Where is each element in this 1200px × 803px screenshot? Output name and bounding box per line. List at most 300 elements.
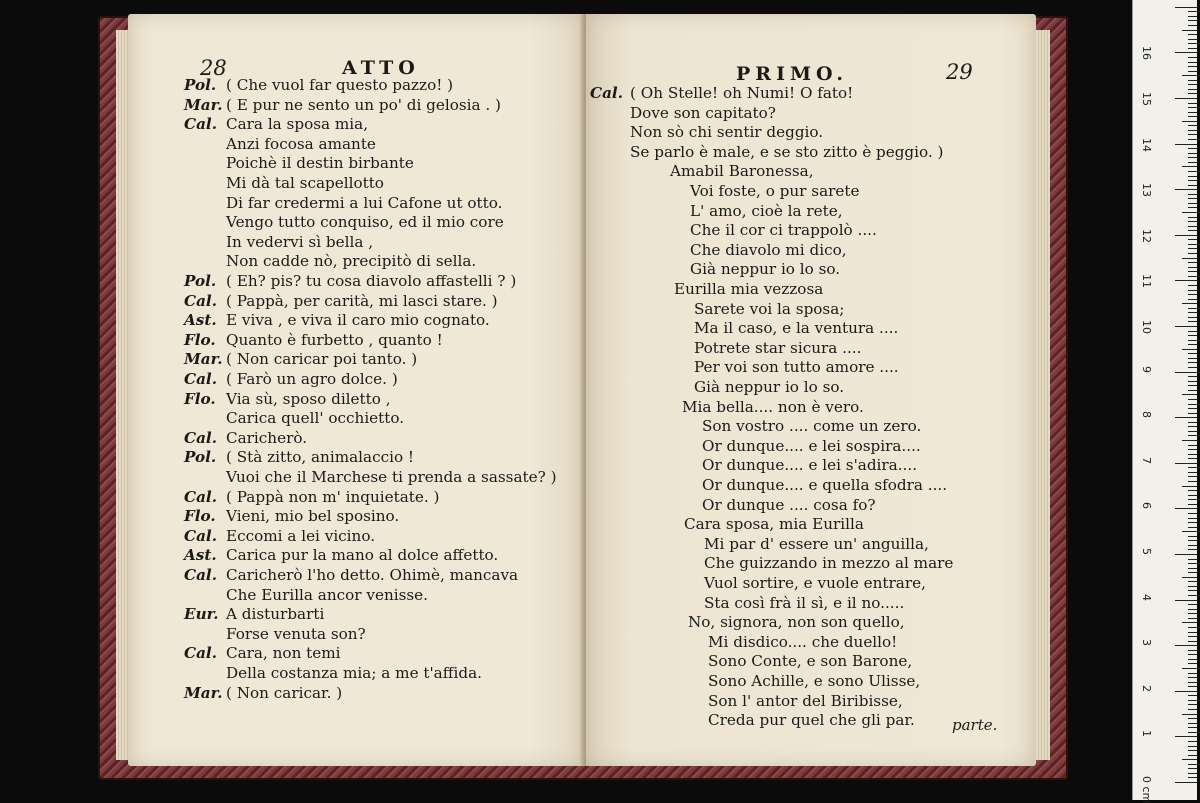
ruler-tick	[1188, 248, 1197, 249]
speaker-label: Cal.	[184, 115, 217, 134]
line-text: Forse venuta son?	[226, 624, 366, 643]
speaker-label: Cal.	[184, 428, 217, 447]
ruler-tick	[1188, 139, 1197, 140]
line-text: Cara la sposa mia,	[226, 115, 369, 134]
ruler-tick	[1175, 326, 1197, 327]
ruler-tick	[1188, 262, 1197, 263]
line-text: Voi foste, o pur sarete	[690, 182, 860, 200]
line-text: Anzi focosa amante	[226, 134, 376, 153]
ruler-tick	[1188, 704, 1197, 705]
ruler-tick	[1188, 362, 1197, 363]
ruler-tick	[1188, 613, 1197, 614]
speaker-label: Cal.	[184, 644, 217, 663]
ruler-tick	[1188, 773, 1197, 774]
line-text: Amabil Baronessa,	[670, 162, 814, 181]
ruler-tick	[1182, 394, 1197, 395]
line-text: L' amo, cioè la rete,	[690, 201, 843, 220]
text-line	[690, 241, 847, 261]
text-line	[184, 76, 453, 96]
ruler-tick	[1188, 549, 1197, 550]
page-number: 28	[200, 56, 227, 80]
line-text: Per voi son tutto amore ....	[694, 358, 899, 377]
ruler-tick	[1188, 253, 1197, 254]
ruler-tick	[1188, 764, 1197, 765]
ruler-tick	[1188, 134, 1197, 135]
line-text: ( Non caricar poi tanto. )	[226, 350, 418, 369]
text-line	[702, 456, 917, 476]
text-line	[184, 507, 399, 527]
ruler-tick	[1188, 627, 1197, 628]
line-text: ( Oh Stelle! oh Numi! O fato!	[630, 84, 854, 102]
text-line	[704, 574, 926, 594]
ruler-tick	[1182, 531, 1197, 532]
line-text: Carica pur la mano al dolce affetto.	[226, 546, 499, 565]
page-edges-right	[1036, 30, 1050, 760]
text-line	[694, 300, 844, 320]
ruler-tick	[1188, 11, 1197, 12]
text-line	[184, 272, 516, 292]
ruler-tick	[1188, 207, 1197, 208]
ruler-tick	[1188, 162, 1197, 163]
page-number: 29	[946, 60, 973, 84]
speaker-label: Flo.	[184, 507, 216, 526]
ruler-tick	[1188, 317, 1197, 318]
ruler-tick	[1188, 458, 1197, 459]
ruler-tick	[1188, 709, 1197, 710]
ruler-tick	[1182, 622, 1197, 623]
ruler-number: 0 cm	[1140, 776, 1153, 803]
ruler-tick	[1188, 636, 1197, 637]
speaker-label: Mar.	[184, 95, 223, 114]
ruler-tick	[1188, 93, 1197, 94]
ruler-tick	[1188, 445, 1197, 446]
ruler-tick	[1188, 641, 1197, 642]
text-line	[690, 221, 877, 241]
ruler-tick	[1188, 513, 1197, 514]
ruler-tick	[1188, 230, 1197, 231]
text-line	[630, 104, 776, 124]
ruler-tick	[1188, 435, 1197, 436]
line-text: Vieni, mio bel sposino.	[226, 507, 400, 526]
ruler-tick	[1175, 189, 1197, 190]
ruler-tick	[1188, 563, 1197, 564]
line-text: Già neppur io lo so.	[690, 260, 841, 279]
ruler-tick	[1188, 381, 1197, 382]
ruler-tick	[1188, 536, 1197, 537]
ruler-tick	[1188, 504, 1197, 505]
ruler-tick	[1188, 572, 1197, 573]
text-line	[226, 252, 476, 272]
ruler-tick	[1188, 344, 1197, 345]
text-line	[708, 672, 920, 692]
ruler-tick	[1188, 276, 1197, 277]
ruler-tick	[1188, 16, 1197, 17]
text-line	[226, 213, 504, 233]
ruler-tick	[1182, 714, 1197, 715]
ruler-tick	[1188, 604, 1197, 605]
ruler-tick	[1188, 663, 1197, 664]
ruler-tick	[1188, 57, 1197, 58]
ruler-tick	[1188, 723, 1197, 724]
text-line	[184, 429, 307, 449]
ruler-tick	[1188, 408, 1197, 409]
ruler-tick	[1188, 39, 1197, 40]
ruler-tick	[1188, 495, 1197, 496]
ruler-tick	[1182, 166, 1197, 167]
ruler-tick	[1188, 340, 1197, 341]
line-text: Eurilla mia vezzosa	[674, 280, 824, 298]
line-text: ( Che vuol far questo pazzo! )	[226, 76, 454, 94]
ruler-tick	[1188, 203, 1197, 204]
ruler-tick	[1182, 486, 1197, 487]
ruler-tick	[1188, 331, 1197, 332]
ruler-tick	[1175, 52, 1197, 53]
text-line	[694, 358, 899, 378]
speaker-label: Flo.	[184, 330, 216, 349]
ruler-tick	[1188, 718, 1197, 719]
ruler-tick	[1188, 518, 1197, 519]
ruler-tick	[1188, 481, 1197, 482]
text-line	[674, 280, 823, 300]
line-text: ( Pappà, per carità, mi lasci stare. )	[226, 291, 498, 310]
ruler-tick	[1182, 212, 1197, 213]
ruler-tick	[1188, 654, 1197, 655]
ruler-tick	[1188, 84, 1197, 85]
text-line	[184, 605, 324, 625]
ruler-tick	[1188, 527, 1197, 528]
line-text: Mi dà tal scapellotto	[226, 174, 384, 192]
text-line	[690, 202, 843, 222]
ruler-tick	[1188, 194, 1197, 195]
speaker-label: Eur.	[184, 605, 219, 624]
ruler-tick	[1188, 650, 1197, 651]
line-text: ( Pappà non m' inquietate. )	[226, 487, 440, 506]
text-line	[226, 625, 366, 645]
text-line	[708, 711, 915, 731]
speaker-label: Flo.	[184, 389, 216, 408]
ruler-tick	[1188, 285, 1197, 286]
text-line	[630, 123, 823, 143]
speaker-label: Cal.	[184, 487, 217, 506]
line-text: Che il cor ci trappolò ....	[690, 221, 877, 240]
text-line	[184, 566, 518, 586]
ruler-tick	[1188, 399, 1197, 400]
line-text: ( Stà zitto, animalaccio !	[226, 448, 415, 467]
line-text: Son vostro .... come un zero.	[702, 417, 922, 436]
ruler-tick	[1188, 422, 1197, 423]
text-line	[702, 437, 921, 457]
line-text: Della costanza mia; a me t'affida.	[226, 664, 482, 682]
ruler-tick	[1188, 80, 1197, 81]
ruler-tick	[1188, 746, 1197, 747]
ruler-tick	[1188, 777, 1197, 778]
ruler-number: 8	[1140, 411, 1153, 419]
ruler-tick	[1188, 271, 1197, 272]
ruler-tick	[1188, 294, 1197, 295]
ruler-tick	[1188, 431, 1197, 432]
line-text: Sarete voi la sposa;	[694, 299, 845, 318]
ruler-tick	[1188, 25, 1197, 26]
ruler-tick	[1175, 645, 1197, 646]
ruler-tick	[1188, 290, 1197, 291]
ruler-tick	[1188, 312, 1197, 313]
line-text: Già neppur io lo so.	[694, 378, 845, 396]
text-line	[690, 260, 840, 280]
running-head: PRIMO.	[736, 63, 849, 85]
ruler-tick	[1188, 499, 1197, 500]
line-text: ( Farò un agro dolce. )	[226, 370, 398, 388]
ruler-tick	[1188, 125, 1197, 126]
ruler-tick	[1182, 349, 1197, 350]
text-line	[690, 182, 859, 202]
ruler-tick	[1175, 280, 1197, 281]
ruler-tick	[1188, 700, 1197, 701]
ruler-tick	[1188, 308, 1197, 309]
text-line	[708, 633, 897, 653]
speaker-label: Cal.	[184, 526, 217, 545]
ruler-tick	[1182, 75, 1197, 76]
ruler-tick	[1188, 153, 1197, 154]
text-line	[184, 331, 443, 351]
ruler-tick	[1175, 98, 1197, 99]
text-line	[184, 390, 391, 410]
ruler-tick	[1188, 116, 1197, 117]
line-text: Vuoi che il Marchese ti prenda a sassate? )	[226, 468, 557, 486]
ruler-tick	[1175, 736, 1197, 737]
line-text: Se parlo è male, e se sto zitto è peggio. )	[630, 142, 944, 161]
ruler-number: 9	[1140, 365, 1153, 373]
ruler-tick	[1188, 682, 1197, 683]
text-line	[184, 311, 490, 331]
line-text: Eccomi a lei vicino.	[226, 526, 376, 545]
ruler-tick	[1175, 508, 1197, 509]
line-text: Vengo tutto conquiso, ed il mio core	[226, 213, 504, 232]
line-text: Mi par d' essere un' anguilla,	[704, 534, 929, 553]
ruler-tick	[1188, 404, 1197, 405]
ruler-tick	[1188, 43, 1197, 44]
text-line	[704, 535, 929, 555]
text-line	[702, 476, 947, 496]
text-line	[226, 233, 373, 253]
ruler-tick	[1188, 66, 1197, 67]
line-text: Cara sposa, mia Eurilla	[684, 515, 864, 534]
text-line	[226, 135, 376, 155]
text-line	[184, 96, 501, 116]
ruler-tick	[1188, 540, 1197, 541]
ruler-tick	[1188, 321, 1197, 322]
text-line	[184, 115, 368, 135]
ruler-tick	[1188, 376, 1197, 377]
ruler-tick	[1188, 299, 1197, 300]
ruler-number: 10	[1140, 320, 1153, 334]
text-line	[702, 417, 921, 437]
text-line	[226, 586, 428, 606]
ruler-tick	[1188, 590, 1197, 591]
ruler-tick	[1188, 157, 1197, 158]
ruler-tick	[1175, 7, 1197, 8]
ruler-number: 3	[1140, 639, 1153, 647]
line-text: Potrete star sicura ....	[694, 338, 862, 357]
ruler-tick	[1188, 755, 1197, 756]
line-text: Che guizzando in mezzo al mare	[704, 554, 954, 573]
line-text: Sono Achille, e sono Ulisse,	[708, 672, 921, 690]
right-page	[586, 14, 1036, 766]
ruler-number: 11	[1140, 274, 1153, 289]
line-text: ( Eh? pis? tu cosa diavolo affastelli ? )	[226, 272, 517, 290]
speaker-label: Ast.	[184, 546, 217, 565]
text-line	[226, 194, 502, 214]
text-line	[682, 398, 864, 418]
ruler-tick	[1188, 618, 1197, 619]
ruler-number: 4	[1140, 593, 1153, 601]
ruler-number: 14	[1140, 137, 1153, 152]
ruler-tick	[1188, 71, 1197, 72]
ruler-tick	[1188, 353, 1197, 354]
ruler-number: 5	[1140, 548, 1153, 555]
ruler-tick	[1188, 449, 1197, 450]
ruler-tick	[1188, 467, 1197, 468]
ruler-tick	[1188, 239, 1197, 240]
ruler-tick	[1188, 171, 1197, 172]
ruler-tick	[1188, 185, 1197, 186]
text-line	[670, 162, 814, 182]
line-text: ( E pur ne sento un po' di gelosia . )	[226, 95, 501, 114]
text-line	[226, 154, 414, 174]
line-text: Ma il caso, e la ventura ....	[694, 319, 899, 338]
speaker-label: Mar.	[184, 350, 223, 369]
ruler-tick	[1188, 413, 1197, 414]
ruler-tick	[1188, 632, 1197, 633]
ruler-tick	[1182, 668, 1197, 669]
line-text: Non sò chi sentir deggio.	[630, 123, 824, 142]
speaker-label: Cal.	[184, 291, 217, 310]
ruler-tick	[1182, 30, 1197, 31]
ruler-tick	[1175, 463, 1197, 464]
line-text: Quanto è furbetto , quanto !	[226, 330, 443, 349]
text-line	[708, 652, 912, 672]
text-line	[704, 554, 953, 574]
line-text: Sta così frà il sì, e il no.....	[704, 593, 905, 612]
ruler-tick	[1188, 390, 1197, 391]
ruler-number: 16	[1140, 46, 1153, 61]
ruler-tick	[1188, 673, 1197, 674]
text-line	[184, 527, 375, 547]
ruler-tick	[1188, 490, 1197, 491]
ruler-tick	[1188, 217, 1197, 218]
ruler-tick	[1188, 48, 1197, 49]
ruler-tick	[1188, 20, 1197, 21]
ruler-tick	[1188, 609, 1197, 610]
ruler-number: 2	[1140, 684, 1153, 692]
text-line	[226, 468, 557, 488]
line-text: Mia bella.... non è vero.	[682, 397, 864, 416]
line-text: Poichè il destin birbante	[226, 154, 414, 173]
line-text: Caricherò l'ho detto. Ohimè, mancava	[226, 566, 519, 584]
ruler-tick	[1188, 367, 1197, 368]
line-text: Or dunque .... cosa fo?	[702, 495, 876, 514]
speaker-label: Pol.	[184, 76, 217, 94]
text-line	[684, 515, 864, 535]
ruler-tick	[1188, 595, 1197, 596]
ruler-tick	[1188, 472, 1197, 473]
ruler-tick	[1175, 554, 1197, 555]
line-text: Mi disdico.... che duello!	[708, 632, 898, 651]
ruler-tick	[1188, 568, 1197, 569]
ruler-number: 13	[1140, 183, 1153, 198]
text-line	[226, 664, 482, 684]
ruler-tick	[1188, 659, 1197, 660]
ruler-tick	[1188, 732, 1197, 733]
line-text: A disturbarti	[226, 605, 325, 624]
ruler-tick	[1188, 130, 1197, 131]
text-line	[184, 370, 398, 390]
ruler-tick	[1175, 600, 1197, 601]
line-text: Or dunque.... e lei sospira....	[702, 436, 921, 455]
ruler-tick	[1188, 581, 1197, 582]
ruler-tick	[1188, 545, 1197, 546]
line-text: Che diavolo mi dico,	[690, 240, 847, 259]
ruler-tick	[1188, 559, 1197, 560]
measuring-ruler	[1132, 0, 1197, 803]
ruler-tick	[1188, 741, 1197, 742]
text-line	[226, 409, 404, 429]
exit-note: parte.	[952, 716, 998, 734]
ruler-tick	[1188, 267, 1197, 268]
ruler-tick	[1188, 89, 1197, 90]
line-text: Non cadde nò, precipitò di sella.	[226, 252, 477, 271]
ruler-tick	[1188, 686, 1197, 687]
line-text: Sono Conte, e son Barone,	[708, 652, 913, 671]
text-line	[184, 350, 417, 370]
ruler-tick	[1188, 522, 1197, 523]
ruler-tick	[1188, 34, 1197, 35]
text-line	[630, 143, 943, 163]
text-line	[226, 174, 384, 194]
text-line	[590, 84, 853, 104]
ruler-tick	[1175, 691, 1197, 692]
ruler-tick	[1188, 750, 1197, 751]
ruler-tick	[1175, 235, 1197, 236]
ruler-tick	[1188, 426, 1197, 427]
ruler-tick	[1182, 258, 1197, 259]
line-text: Caricherò.	[226, 428, 308, 447]
ruler-number: 15	[1140, 92, 1153, 106]
speaker-label: Pol.	[184, 448, 217, 467]
ruler-tick	[1188, 358, 1197, 359]
ruler-tick	[1188, 226, 1197, 227]
ruler-tick	[1188, 148, 1197, 149]
ruler-tick	[1188, 727, 1197, 728]
ruler-tick	[1188, 695, 1197, 696]
text-line	[184, 644, 341, 664]
ruler-tick	[1188, 677, 1197, 678]
line-text: Creda pur quel che gli par.	[708, 711, 915, 730]
text-line	[694, 378, 844, 398]
ruler-tick	[1182, 121, 1197, 122]
line-text: E viva , e viva il caro mio cognato.	[226, 311, 490, 330]
line-text: Or dunque.... e quella sfodra ....	[702, 476, 948, 494]
ruler-tick	[1175, 144, 1197, 145]
line-text: Son l' antor del Biribisse,	[708, 691, 903, 710]
ruler-tick	[1188, 586, 1197, 587]
ruler-tick	[1188, 385, 1197, 386]
line-text: Via sù, sposo diletto ,	[226, 389, 391, 408]
line-text: ( Non caricar. )	[226, 683, 343, 702]
ruler-tick	[1188, 176, 1197, 177]
running-head: ATTO	[342, 57, 420, 79]
text-line	[688, 613, 905, 633]
text-line	[184, 448, 414, 468]
